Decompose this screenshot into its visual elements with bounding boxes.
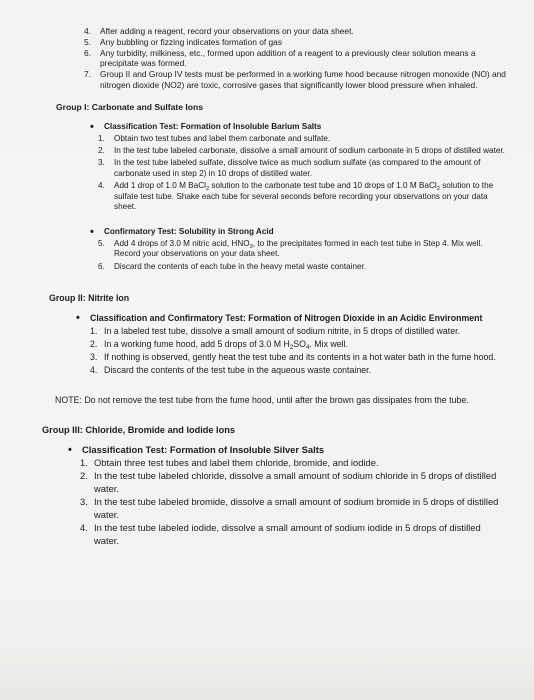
subscript: 2 (205, 186, 210, 193)
list-item (98, 134, 506, 144)
item-text: In the test tube labeled carbonate, dissolve a small amount of sodium carbonate in 5 drops of distilled water. (114, 146, 505, 156)
item-text (104, 339, 348, 349)
item-number: 3. (90, 351, 98, 362)
list-item (98, 262, 506, 272)
item-number: 1. (80, 456, 88, 468)
item-number: 1. (98, 133, 105, 143)
item-text: Obtain three test tubes and label them chloride, bromide, and iodide. (94, 456, 379, 468)
group2-block (76, 312, 506, 376)
item-text: Any bubbling or fizzing indicates formation of gas (100, 37, 283, 47)
text-part: . Mix well. (309, 338, 349, 349)
item-number: 5. (84, 37, 91, 47)
list-item (84, 69, 506, 90)
bullet-title-text: Confirmatory Test: Solubility in Strong Acid (104, 227, 274, 237)
item-text: In a labeled test tube, dissolve a small amount of sodium nitrite, in 5 drops of distilled water. (104, 325, 460, 336)
group1-steps (90, 134, 506, 213)
group2-steps (76, 325, 506, 377)
item-text: In the test tube labeled bromide, dissolve a small amount of sodium bromide in 5 drops of distilled water. (94, 496, 499, 520)
page-shadow (0, 640, 534, 700)
item-text: In the test tube labeled chloride, dissolve a small amount of sodium chloride in 5 drops of distilled water. (94, 470, 497, 494)
list-item (90, 325, 506, 338)
subscript: 2 (289, 343, 294, 351)
group2-title (76, 312, 506, 325)
list-item (98, 239, 506, 260)
item-number: 1. (90, 325, 98, 336)
bullet-title-text: Classification Test: Formation of Insoluble Silver Salts (82, 444, 325, 456)
text-part: Add 4 drops of 3.0 M nitric acid, HNO (114, 238, 250, 248)
list-item (84, 26, 506, 36)
item-text (114, 181, 493, 211)
item-number: 3. (98, 158, 105, 168)
group3-steps (68, 457, 506, 548)
text-part: Add 1 drop of 1.0 M BaCl (114, 181, 206, 191)
item-number: 2. (98, 146, 105, 156)
group2-heading: Group II: Nitrite Ion (49, 293, 130, 304)
list-item (98, 158, 506, 179)
item-text: Discard the contents of each tube in the heavy metal waste container. (114, 261, 367, 271)
item-text: Discard the contents of the test tube in the aqueous waste container. (104, 364, 372, 375)
group1-classification-title (90, 122, 506, 132)
text-part: , to the precipitates formed in each test tube in Step 4. Mix well. Record your observations on your data sheet. (114, 238, 483, 259)
bullet-icon: • (90, 121, 94, 134)
text-part: solution to the sulfate test tube. Shake each tube for several seconds before recording your observations on your data sheet. (114, 181, 494, 212)
bullet-icon: • (76, 312, 80, 325)
list-item (84, 37, 506, 47)
safety-note: NOTE: Do not remove the test tube from the fume hood, until after the brown gas dissipates from the tube. (55, 394, 469, 405)
item-text: Group II and Group IV tests must be performed in a working fume hood because nitrogen monoxide (NO) and nitrogen dioxide (NO2) are toxic, corrosive gases that significantly lower blood pressure when inhaled. (100, 69, 506, 90)
text-part: SO (293, 338, 306, 349)
list-item (90, 338, 506, 351)
group1-confirmatory-block (90, 227, 506, 272)
item-text: Obtain two test tubes and label them carbonate and sulfate. (114, 133, 331, 143)
item-text: After adding a reagent, record your observations on your data sheet. (100, 26, 354, 36)
list-item (80, 457, 506, 470)
item-text: Any turbidity, milkiness, etc., formed upon addition of a reagent to a previously clear solution means a precipitate was formed. (100, 48, 476, 69)
group3-block (68, 444, 506, 547)
list-item (84, 48, 506, 69)
subscript: 3 (249, 243, 253, 250)
item-text: In the test tube labeled iodide, dissolve a small amount of sodium iodide in 5 drops of distilled water. (94, 522, 481, 546)
bullet-icon: • (90, 226, 94, 239)
text-part: In a working fume hood, add 5 drops of 3.0 M H (104, 338, 290, 349)
instruction-list (40, 26, 506, 90)
group1-confirmatory-title (90, 227, 506, 237)
list-item (90, 364, 506, 377)
item-number: 3. (80, 496, 88, 508)
text-part: solution to the carbonate test tube and 10 drops of 1.0 M BaCl (209, 181, 437, 191)
item-text (114, 239, 483, 258)
item-number: 2. (90, 338, 98, 349)
list-item (80, 470, 506, 495)
list-item (80, 496, 506, 521)
bullet-icon: • (68, 444, 72, 457)
item-number: 7. (84, 69, 91, 80)
group3-heading: Group III: Chloride, Bromide and Iodide Ions (42, 425, 235, 436)
bullet-title-text: Classification and Confirmatory Test: Formation of Nitrogen Dioxide in an Acidic Environment (90, 313, 483, 324)
list-item (98, 146, 506, 156)
item-number: 4. (80, 522, 88, 534)
item-number: 5. (98, 238, 105, 248)
item-number: 4. (90, 364, 98, 375)
item-number: 4. (84, 26, 91, 36)
group1-confirm-steps (90, 239, 506, 272)
group3-title (68, 444, 506, 457)
item-number: 2. (80, 470, 88, 482)
subscript: 4 (305, 343, 310, 351)
item-text: In the test tube labeled sulfate, dissolve twice as much sodium sulfate (as compared to the amount of carbonate used in step 2) in 10 drops of distilled water. (114, 158, 481, 178)
item-text: If nothing is observed, gently heat the test tube and its contents in a hot water bath in the fume hood. (104, 351, 496, 362)
list-item (90, 351, 506, 364)
group1-classification-block (90, 122, 506, 212)
bullet-title-text: Classification Test: Formation of Insoluble Barium Salts (104, 122, 322, 132)
group1-heading: Group I: Carbonate and Sulfate Ions (56, 102, 204, 113)
item-number: 6. (98, 261, 105, 271)
list-item (80, 522, 506, 547)
item-number: 6. (84, 48, 91, 58)
item-number: 4. (98, 181, 105, 191)
list-item (98, 181, 506, 212)
subscript: 2 (436, 186, 440, 193)
